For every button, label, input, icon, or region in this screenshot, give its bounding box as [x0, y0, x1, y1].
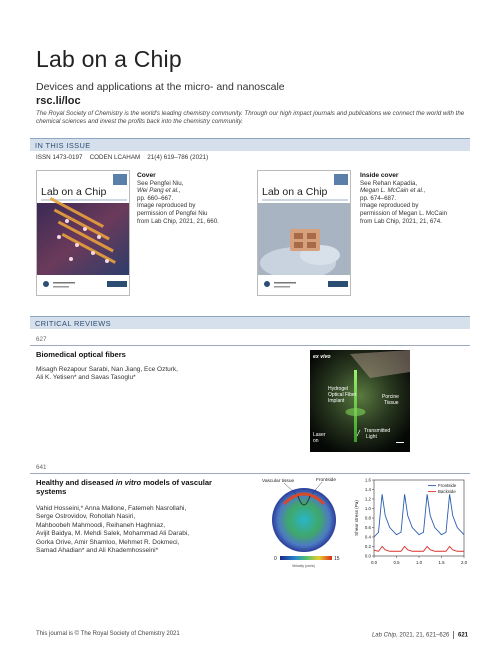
y-tick-label: 0.8 — [364, 515, 371, 521]
optical-fiber-label: Optical Fiber — [328, 392, 357, 398]
author-line: Misagh Rezapour Sarabi, Nan Jiang, Ece Ozturk, — [36, 366, 178, 373]
caption-line: Image reproduced by — [137, 202, 196, 210]
velocity-max-label: 15 — [334, 556, 340, 562]
x-tick-label: 0.0 — [370, 560, 378, 565]
y-tick-label: 1.4 — [364, 487, 371, 493]
vascular-tissue-label: Vascular tissue — [262, 479, 295, 484]
author-line: Vahid Hosseini,* Anna Mallone, Fatemeh Nasrollahi, — [36, 505, 187, 512]
y-tick-label: 0.2 — [364, 544, 371, 550]
in-this-issue-label: IN THIS ISSUE — [35, 141, 91, 150]
y-tick-label: 1.0 — [364, 506, 371, 512]
frontside-label: Frontside — [316, 478, 336, 483]
x-tick-label: 2.0 — [460, 560, 468, 565]
author-line: Mahboobeh Mahmoodi, Reihaneh Haghniaz, — [36, 521, 166, 529]
x-tick-label: 1.0 — [415, 560, 423, 565]
critical-reviews-label: CRITICAL REVIEWS — [35, 319, 111, 328]
laser-label: Laser — [313, 432, 326, 438]
velocity-axis-label: Velocity (cm/s) — [292, 564, 315, 568]
inside-cover-title: Lab on a Chip — [262, 186, 328, 198]
caption-line: Megan L. McCain et al., — [360, 187, 426, 195]
caption-line: permission of Pengfei Niu — [137, 209, 208, 217]
caption-line: Wei Pang et al., — [137, 187, 181, 195]
x-tick-label: 1.5 — [438, 560, 445, 565]
title-text: models of vascular — [141, 478, 212, 487]
caption-line: from Lab Chip, 2021, 21, 674. — [360, 217, 442, 225]
tissue-label: Tissue — [384, 400, 399, 406]
critical-reviews-bar — [30, 316, 470, 329]
caption-line: from Lab Chip, 2021, 21, 660. — [137, 217, 219, 225]
y-tick-label: 0.0 — [364, 553, 371, 559]
porcine-label: Porcine — [382, 394, 399, 400]
ex-vivo-label: ex vivo — [313, 354, 331, 360]
shear-stress-svg — [352, 474, 470, 574]
caption-line: pp. 674–687. — [360, 194, 397, 202]
y-axis-label: Shear stress (Pa) — [354, 500, 359, 536]
volume-info: 21(4) 619–786 (2021) — [147, 154, 209, 161]
author-line: Ali K. Yetisen* and Savas Tasoglu* — [36, 374, 136, 382]
on-label: on — [313, 438, 319, 444]
article-title[interactable] — [36, 478, 256, 496]
caption-line: See Pengfei Niu, — [137, 179, 184, 187]
series-line-backside — [374, 547, 464, 552]
optical-fiber-figure — [310, 350, 410, 452]
y-tick-label: 1.2 — [364, 496, 371, 502]
footer-copyright: This journal is © The Royal Society of Chemistry 2021 — [36, 631, 180, 637]
footer-page-number: 621 — [457, 632, 468, 639]
caption-line: See Rehan Kapadia, — [360, 179, 418, 187]
cover-heading: Cover — [137, 172, 156, 179]
journal-title: Lab on a Chip — [36, 46, 182, 72]
shear-stress-chart — [352, 474, 470, 574]
light-label: Light — [366, 434, 377, 440]
issn: ISSN 1473-0197 — [36, 154, 83, 161]
y-tick-label: 0.4 — [364, 534, 371, 540]
footer-journal: Lab Chip — [371, 632, 396, 639]
inside-cover-image — [257, 170, 351, 296]
inside-cover-heading: Inside cover — [360, 172, 399, 179]
author-line: Avijit Baidya, M. Mehdi Salek, Mohammad Ali Darabi, — [36, 530, 190, 538]
y-tick-label: 1.6 — [364, 477, 371, 483]
journal-subtitle: Devices and applications at the micro- and nanoscale — [36, 81, 285, 93]
author-line: Samad Ahadian* and Ali Khademhosseini* — [36, 547, 159, 555]
legend-label: Backside — [438, 489, 456, 494]
journal-blurb: The Royal Society of Chemistry is the world's leading chemistry community. Through our high impact journals and publications we connect the world with the chemical sciences and invest the profits back into the chemistry community. — [36, 110, 465, 125]
caption-line: pp. 660–667. — [137, 194, 174, 202]
article-title[interactable]: Biomedical optical fibers — [36, 350, 126, 359]
author-line: Gorka Orive, Amir Shamloo, Mehmet R. Dokmeci, — [36, 538, 180, 546]
caption-line: Image reproduced by — [360, 202, 419, 210]
title-italic: in vitro — [115, 478, 142, 487]
caption-line: permission of Megan L. McCain — [360, 209, 448, 217]
implant-label: Implant — [328, 398, 345, 404]
y-tick-label: 0.6 — [364, 525, 371, 531]
title-text: systems — [36, 487, 67, 497]
in-this-issue-bar — [30, 138, 470, 151]
velocity-min-label: 0 — [274, 556, 277, 562]
cover-title: Lab on a Chip — [41, 186, 107, 198]
transmitted-label: Transmitted — [364, 428, 391, 434]
cover-image — [36, 170, 130, 296]
article-page-number: 627 — [36, 336, 47, 343]
footer-ref: , 2021, 21, 621–626 — [396, 632, 450, 639]
legend-label: Frontside — [438, 483, 457, 488]
coden: CODEN LCAHAM — [89, 154, 141, 161]
issn-line — [36, 154, 208, 161]
journal-url[interactable]: rsc.li/loc — [36, 95, 81, 107]
series-line-frontside — [374, 494, 464, 537]
footer-citation — [372, 631, 468, 639]
cover-caption — [137, 172, 257, 225]
x-tick-label: 0.5 — [393, 560, 400, 565]
article-authors — [36, 505, 266, 555]
velocity-figure — [262, 474, 352, 570]
footer-separator — [453, 631, 454, 639]
article-authors — [36, 366, 286, 383]
divider — [30, 345, 470, 346]
hydrogel-label: Hydrogel — [328, 386, 349, 392]
inside-cover-caption — [360, 172, 480, 225]
article-page-number: 641 — [36, 464, 47, 471]
author-line: Serge Ostrovidov, Rohollah Nasiri, — [36, 513, 136, 521]
title-text: Healthy and diseased — [36, 478, 116, 487]
